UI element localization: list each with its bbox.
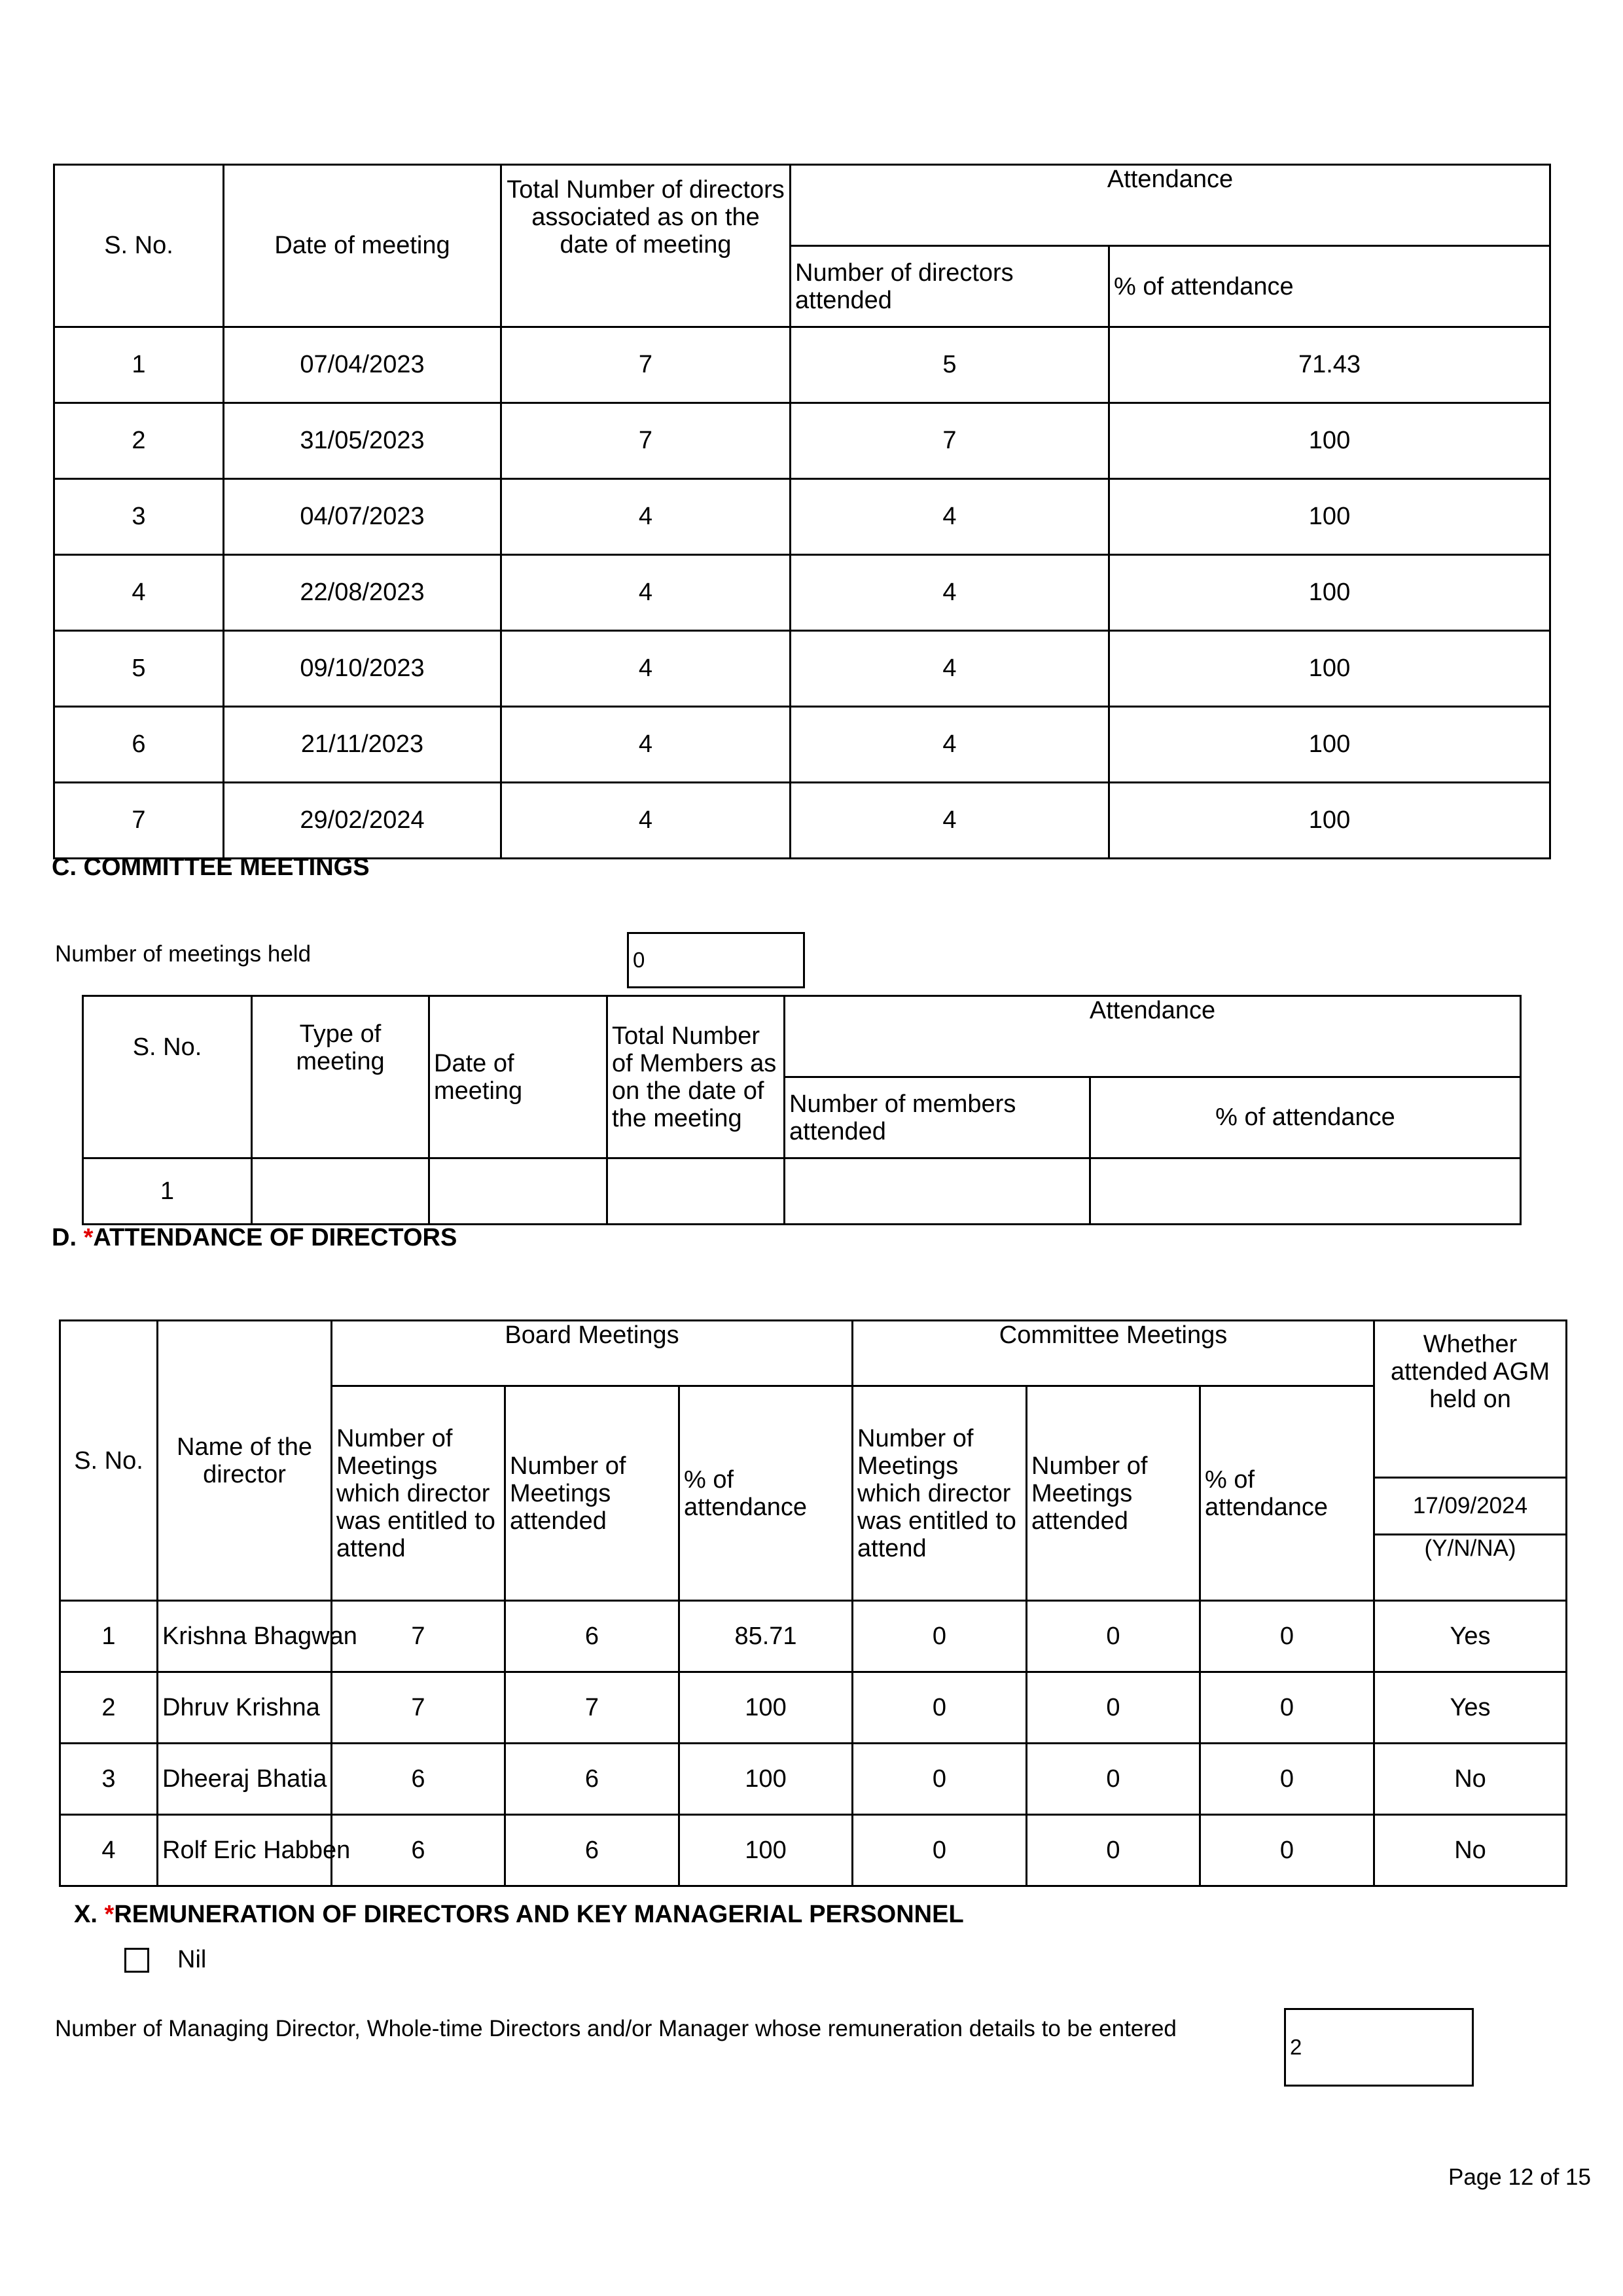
cell-b_entitled: 6: [332, 1815, 505, 1886]
table-row: [54, 555, 1550, 631]
cell-sno: 5: [54, 631, 224, 707]
cell-date: 09/10/2023: [224, 631, 501, 707]
cell-b_entitled: 7: [332, 1601, 505, 1672]
committee-header-attended: Number of members attended: [785, 1077, 1090, 1158]
cell-attended: 7: [791, 403, 1109, 479]
header-sno: S. No.: [54, 165, 224, 327]
cell-pct: 100: [1109, 707, 1550, 783]
cell-attended: 4: [791, 555, 1109, 631]
cell-total: 7: [501, 403, 791, 479]
header-total-directors: Total Number of directors associated as on the date of meeting: [501, 165, 791, 327]
cell-c_pct: 0: [1200, 1672, 1374, 1744]
cell-attended: [785, 1158, 1090, 1225]
committee-header-pct: % of attendance: [1090, 1077, 1521, 1158]
remuneration-heading-prefix: X.: [74, 1901, 105, 1928]
dir-header-sno: S. No.: [60, 1321, 158, 1601]
cell-date: 22/08/2023: [224, 555, 501, 631]
cell-b_attended: 7: [505, 1672, 679, 1744]
cell-date: 21/11/2023: [224, 707, 501, 783]
table-row: [54, 403, 1550, 479]
cell-total: 4: [501, 707, 791, 783]
cell-attended: 4: [791, 631, 1109, 707]
dir-header-committee-pct: % of attendance: [1200, 1386, 1374, 1601]
cell-total: 4: [501, 555, 791, 631]
cell-b_attended: 6: [505, 1815, 679, 1886]
remuneration-count-input[interactable]: 2: [1284, 2008, 1474, 2087]
cell-date: 29/02/2024: [224, 783, 501, 859]
cell-c_entitled: 0: [853, 1601, 1027, 1672]
cell-type: [252, 1158, 429, 1225]
cell-attended: 4: [791, 783, 1109, 859]
cell-total: 7: [501, 327, 791, 403]
cell-sno: 6: [54, 707, 224, 783]
required-star: *: [83, 1224, 94, 1251]
cell-c_attended: 0: [1027, 1601, 1200, 1672]
board-meetings-table: [53, 164, 1551, 859]
page-number: Page 12 of 15: [1448, 2164, 1591, 2190]
cell-sno: 7: [54, 783, 224, 859]
table-row: [54, 783, 1550, 859]
cell-attended: 5: [791, 327, 1109, 403]
cell-c_entitled: 0: [853, 1672, 1027, 1744]
cell-c_attended: 0: [1027, 1672, 1200, 1744]
cell-b_pct: 85.71: [679, 1601, 853, 1672]
cell-sno: 2: [60, 1672, 158, 1744]
cell-pct: 100: [1109, 403, 1550, 479]
cell-b_entitled: 7: [332, 1672, 505, 1744]
header-attendance: Attendance: [791, 165, 1550, 246]
cell-b_attended: 6: [505, 1744, 679, 1815]
table-row: [54, 631, 1550, 707]
cell-agm: No: [1374, 1744, 1567, 1815]
cell-sno: 4: [54, 555, 224, 631]
dir-header-board-entitled: Number of Meetings which director was entitled to attend: [332, 1386, 505, 1601]
dir-header-committee: Committee Meetings: [853, 1321, 1374, 1386]
cell-total: 4: [501, 783, 791, 859]
remuneration-count-label: Number of Managing Director, Whole-time Directors and/or Manager whose remuneration details to be entered: [55, 2016, 1177, 2041]
cell-total: 4: [501, 479, 791, 555]
table-row: [60, 1744, 1567, 1815]
cell-pct: 100: [1109, 631, 1550, 707]
table-row: [60, 1601, 1567, 1672]
directors-heading-prefix: D.: [52, 1224, 84, 1251]
director-name: Krishna Bhagwan: [158, 1601, 332, 1672]
cell-sno: 2: [54, 403, 224, 479]
cell-sno: 1: [54, 327, 224, 403]
dir-header-committee-attended: Number of Meetings attended: [1027, 1386, 1200, 1601]
committee-header-total: Total Number of Members as on the date of the meeting: [607, 996, 785, 1158]
committee-header-sno: S. No.: [83, 996, 252, 1158]
meetings-held-label: Number of meetings held: [55, 941, 312, 967]
cell-agm: Yes: [1374, 1672, 1567, 1744]
cell-pct: 71.43: [1109, 327, 1550, 403]
cell-c_entitled: 0: [853, 1815, 1027, 1886]
cell-b_pct: 100: [679, 1744, 853, 1815]
table-row: [54, 707, 1550, 783]
dir-header-agm-date-cell: [1374, 1478, 1567, 1601]
cell-sno: 1: [60, 1601, 158, 1672]
cell-c_pct: 0: [1200, 1744, 1374, 1815]
cell-c_entitled: 0: [853, 1744, 1027, 1815]
cell-b_attended: 6: [505, 1601, 679, 1672]
committee-heading: C. COMMITTEE MEETINGS: [52, 853, 370, 881]
table-row: [83, 1158, 1521, 1225]
cell-date: 07/04/2023: [224, 327, 501, 403]
committee-header-date: Date of meeting: [429, 996, 607, 1158]
header-date: Date of meeting: [224, 165, 501, 327]
dir-header-agm: Whether attended AGM held on: [1374, 1321, 1567, 1478]
dir-header-committee-entitled: Number of Meetings which director was entitled to attend: [853, 1386, 1027, 1601]
cell-sno: 4: [60, 1815, 158, 1886]
cell-total: 4: [501, 631, 791, 707]
cell-c_attended: 0: [1027, 1815, 1200, 1886]
cell-agm: No: [1374, 1815, 1567, 1886]
committee-meetings-table: [82, 995, 1522, 1225]
cell-sno: 3: [54, 479, 224, 555]
agm-date: 17/09/2024: [1375, 1479, 1565, 1535]
remuneration-heading: [74, 1901, 964, 1929]
cell-attended: 4: [791, 479, 1109, 555]
meetings-held-input[interactable]: 0: [627, 932, 805, 988]
table-row: [54, 479, 1550, 555]
agm-yn-label: (Y/N/NA): [1424, 1535, 1516, 1561]
cell-sno: 3: [60, 1744, 158, 1815]
cell-sno: 1: [83, 1158, 252, 1225]
cell-pct: 100: [1109, 783, 1550, 859]
cell-date: 04/07/2023: [224, 479, 501, 555]
table-row: [60, 1815, 1567, 1886]
cell-c_attended: 0: [1027, 1744, 1200, 1815]
directors-attendance-table: [59, 1319, 1567, 1887]
table-row: [60, 1672, 1567, 1744]
cell-c_pct: 0: [1200, 1815, 1374, 1886]
cell-agm: Yes: [1374, 1601, 1567, 1672]
director-name: Dhruv Krishna: [158, 1672, 332, 1744]
remuneration-heading-text: REMUNERATION OF DIRECTORS AND KEY MANAGERIAL PERSONNEL: [114, 1901, 964, 1928]
cell-pct: 100: [1109, 555, 1550, 631]
committee-header-attendance: Attendance: [785, 996, 1521, 1077]
cell-b_pct: 100: [679, 1672, 853, 1744]
cell-date: [429, 1158, 607, 1225]
director-name: Dheeraj Bhatia: [158, 1744, 332, 1815]
directors-heading: [52, 1224, 457, 1252]
cell-b_entitled: 6: [332, 1744, 505, 1815]
cell-c_pct: 0: [1200, 1601, 1374, 1672]
nil-checkbox[interactable]: [124, 1948, 149, 1973]
dir-header-board-attended: Number of Meetings attended: [505, 1386, 679, 1601]
cell-total: [607, 1158, 785, 1225]
table-row: [54, 327, 1550, 403]
nil-label: Nil: [177, 1946, 207, 1973]
cell-attended: 4: [791, 707, 1109, 783]
cell-date: 31/05/2023: [224, 403, 501, 479]
header-directors-attended: Number of directors attended: [791, 246, 1109, 327]
cell-pct: [1090, 1158, 1521, 1225]
dir-header-board: Board Meetings: [332, 1321, 853, 1386]
dir-header-board-pct: % of attendance: [679, 1386, 853, 1601]
cell-b_pct: 100: [679, 1815, 853, 1886]
director-name: Rolf Eric Habben: [158, 1815, 332, 1886]
required-star: *: [104, 1901, 115, 1928]
cell-pct: 100: [1109, 479, 1550, 555]
dir-header-name: Name of the director: [158, 1321, 332, 1601]
directors-heading-text: ATTENDANCE OF DIRECTORS: [93, 1224, 457, 1251]
committee-header-type: Type of meeting: [252, 996, 429, 1158]
header-pct-attendance: % of attendance: [1109, 246, 1550, 327]
